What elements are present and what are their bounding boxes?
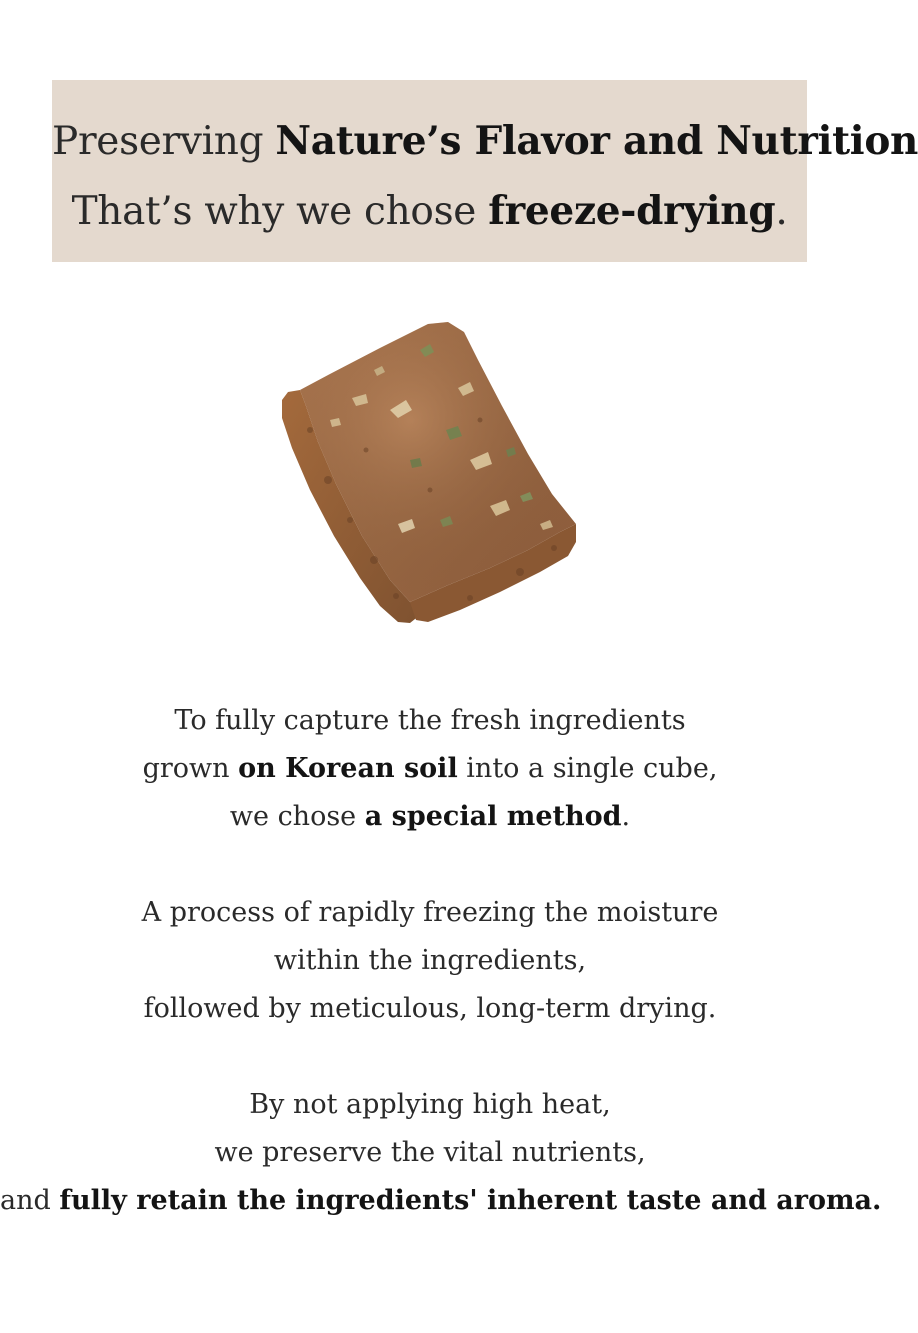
paragraph1-line-2-emphasis: on Korean soil xyxy=(238,753,458,784)
paragraph-ingredients xyxy=(0,697,860,841)
headline-banner xyxy=(52,80,918,262)
headline-prefix-2: That’s why we chose xyxy=(71,189,477,234)
paragraph1-line-2 xyxy=(0,745,860,793)
paragraph1-line-2-suffix: into a single cube, xyxy=(466,753,718,784)
paragraph-process xyxy=(0,889,860,1033)
paragraph3-line-2: we preserve the vital nutrients, xyxy=(214,1137,646,1168)
headline-prefix-1: Preserving xyxy=(52,119,264,164)
paragraph1-line-1 xyxy=(0,697,860,745)
paragraph2-line-2: within the ingredients, xyxy=(273,945,587,976)
paragraph2-line-1: A process of rapidly freezing the moisture xyxy=(141,897,719,928)
headline-emphasis-2: freeze-drying xyxy=(488,188,776,234)
freeze-dried-cube-image xyxy=(270,310,590,640)
paragraph3-line-3-prefix: and xyxy=(0,1185,51,1216)
paragraph1-line-3-emphasis: a special method xyxy=(364,801,622,832)
paragraph3-line-3 xyxy=(0,1177,882,1225)
headline-period: . xyxy=(775,189,788,234)
paragraph2-line-3: followed by meticulous, long-term drying. xyxy=(143,993,717,1024)
paragraph1-line-3 xyxy=(0,793,860,841)
paragraph1-line-3-prefix: we chose xyxy=(229,801,357,832)
paragraph3-line-3-emphasis: fully retain the ingredients' inherent taste and aroma xyxy=(59,1185,873,1216)
headline-emphasis-1: Nature’s Flavor and Nutrition xyxy=(275,118,918,164)
paragraph1-line-1-text: To fully capture the fresh ingredients xyxy=(174,705,686,736)
paragraph3-line-3-suffix: . xyxy=(872,1185,882,1216)
paragraph3-line-1: By not applying high heat, xyxy=(249,1089,611,1120)
paragraph-benefits xyxy=(0,1081,882,1225)
paragraph1-line-2-prefix: grown xyxy=(142,753,230,784)
headline-line-2 xyxy=(52,188,807,234)
headline-line-1 xyxy=(52,118,918,164)
paragraph1-line-3-suffix: . xyxy=(621,801,631,832)
